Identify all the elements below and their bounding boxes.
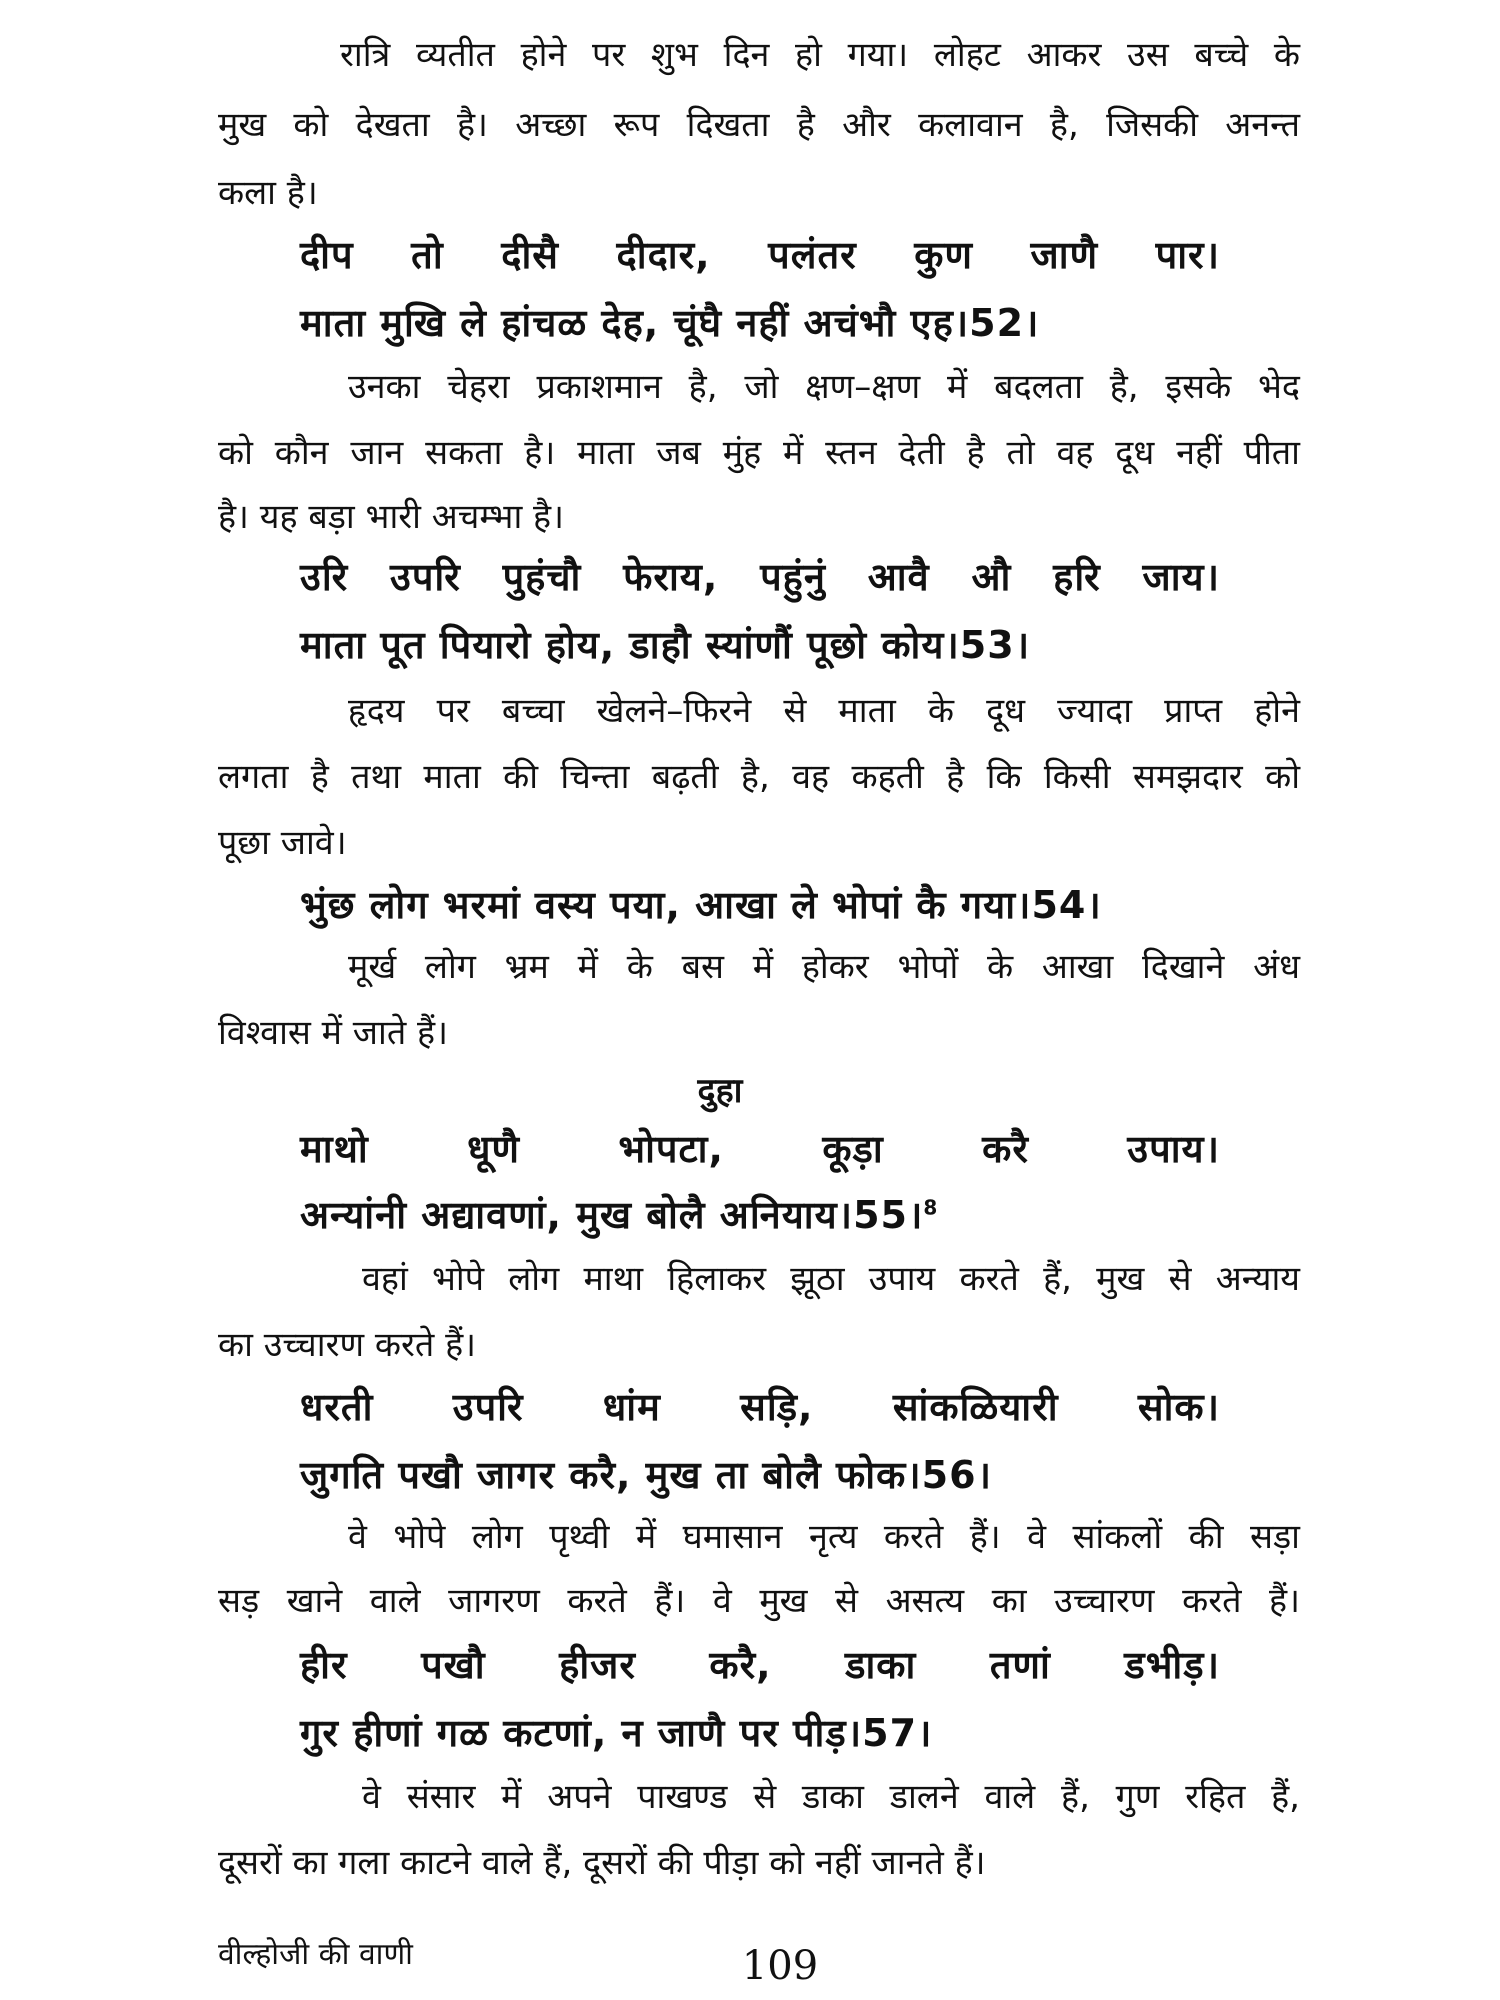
verse-line: दीप तो दीसै दीदार, पलंतर कुण जाणै पार।	[300, 233, 1220, 277]
running-footer-title: वील्होजी की वाणी	[218, 1937, 413, 1972]
prose-line: रात्रि व्यतीत होने पर शुभ दिन हो गया। लोहट आकर उस बच्चे के	[340, 35, 1300, 75]
verse-line: जुगति पखौ जागर करै, मुख ता बोलै फोक।56।	[300, 1453, 992, 1497]
verse-line: माथो धूणै भोपटा, कूड़ा करै उपाय।	[300, 1127, 1220, 1171]
verse-line: गुर हीणां गळ कटणां, न जाणै पर पीड़।57।	[300, 1711, 933, 1755]
prose-line: विश्वास में जाते हैं।	[218, 1013, 448, 1053]
prose-line: मुख को देखता है। अच्छा रूप दिखता है और कलावान है, जिसकी अनन्त	[218, 105, 1300, 145]
verse-line: माता मुखि ले हांचळ देह, चूंघै नहीं अचंभौ एह।52।	[300, 301, 1040, 345]
prose-line: वहां भोपे लोग माथा हिलाकर झूठा उपाय करते हैं, मुख से अन्याय	[362, 1259, 1300, 1299]
verse-line: माता पूत पियारो होय, डाहौ स्यांणौं पूछो कोय।53।	[300, 623, 1031, 667]
prose-line: कला है।	[218, 173, 318, 213]
prose-line: वे भोपे लोग पृथ्वी में घमासान नृत्य करते हैं। वे सांकलों की सड़ा	[348, 1517, 1300, 1557]
prose-line: का उच्चारण करते हैं।	[218, 1325, 477, 1365]
prose-line: वे संसार में अपने पाखण्ड से डाका डालने वाले हैं, गुण रहित हैं,	[362, 1777, 1300, 1817]
prose-line: पूछा जावे।	[218, 823, 347, 863]
prose-line: मूर्ख लोग भ्रम में के बस में होकर भोपों के आखा दिखाने अंध	[348, 947, 1300, 987]
verse-text: अन्यांनी अद्यावणां, मुख बोलै अनियाय।55।	[300, 1193, 924, 1237]
prose-line: हृदय पर बच्चा खेलने–फिरने से माता के दूध ज्यादा प्राप्त होने	[348, 691, 1300, 731]
verse-line: हीर पखौ हीजर करै, डाका तणां डभीड़।	[300, 1643, 1220, 1687]
footnote-marker: 8	[923, 1195, 939, 1220]
prose-line: लगता है तथा माता की चिन्ता बढ़ती है, वह कहती है कि किसी समझदार को	[218, 757, 1300, 797]
section-heading: दुहा	[697, 1071, 743, 1111]
prose-line: दूसरों का गला काटने वाले हैं, दूसरों की पीड़ा को नहीं जानते हैं।	[218, 1843, 986, 1883]
page-number: 109	[741, 1943, 819, 1989]
verse-line: उरि उपरि पुहंचौ फेराय, पहुंनुं आवै औ हरि जाय।	[300, 555, 1220, 599]
verse-line	[300, 1193, 939, 1237]
prose-line: सड़ खाने वाले जागरण करते हैं। वे मुख से असत्य का उच्चारण करते हैं।	[218, 1581, 1300, 1621]
prose-line: उनका चेहरा प्रकाशमान है, जो क्षण–क्षण में बदलता है, इसके भेद	[348, 367, 1300, 407]
prose-line: को कौन जान सकता है। माता जब मुंह में स्तन देती है तो वह दूध नहीं पीता	[218, 433, 1300, 473]
prose-line: है। यह बड़ा भारी अचम्भा है।	[218, 497, 564, 537]
verse-line: भुंछ लोग भरमां वस्य पया, आखा ले भोपां कै गया।54।	[300, 883, 1102, 927]
verse-line: धरती उपरि धांम सड़ि, सांकळियारी सोक।	[300, 1385, 1220, 1429]
